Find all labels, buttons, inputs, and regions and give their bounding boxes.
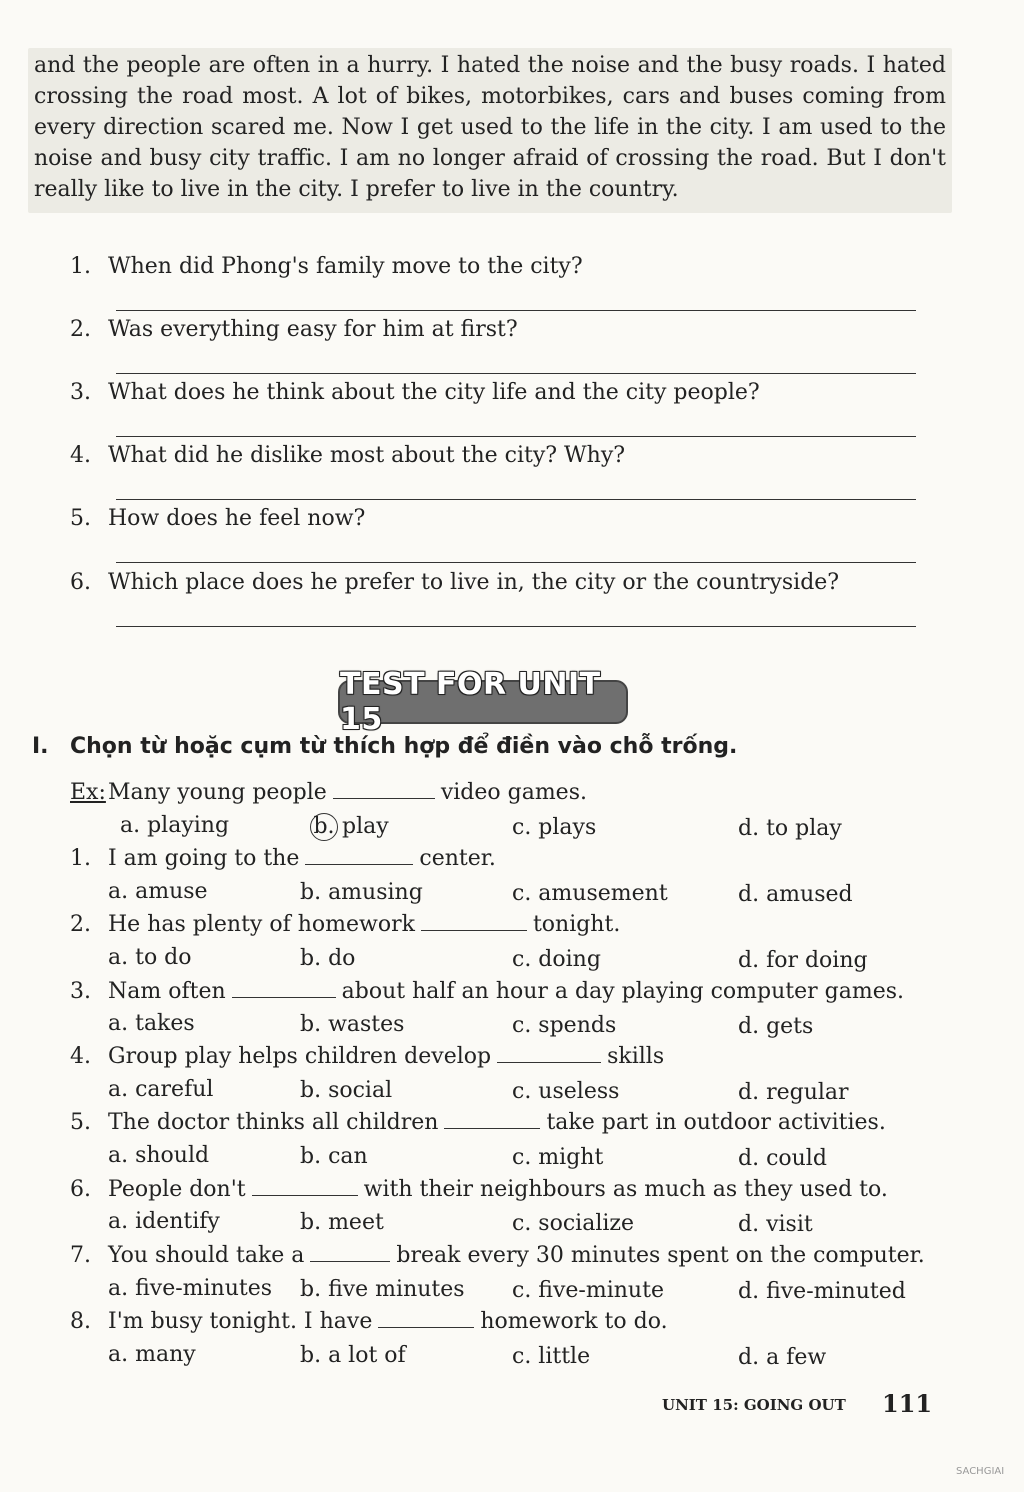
example-stem: [70, 780, 587, 805]
answer-blank[interactable]: [444, 1110, 540, 1129]
stem-before: You should take a: [108, 1243, 305, 1268]
question-text: Was everything easy for him at first?: [108, 317, 518, 342]
passage-text: and the people are often in a hurry. I hated the noise and the busy roads. I hated crossing the road most. A lot of bikes, motorbikes, cars and buses coming from every direction scared me. Now I get used to the life in the city. I am used to the noise and busy city traffic. I am no longer afraid of crossing the road. But I don't really like to live in the city. I prefer to live in the country.: [34, 53, 946, 202]
stem-before: Many young people: [108, 780, 327, 805]
option-d[interactable]: d. five-minuted: [738, 1279, 906, 1304]
answer-line-2[interactable]: [116, 373, 916, 374]
answer-blank[interactable]: [333, 780, 435, 799]
footer-unit-title: UNIT 15: GOING OUT: [662, 1396, 846, 1414]
option-a[interactable]: a. takes: [108, 1011, 195, 1036]
option-d[interactable]: d. to play: [738, 816, 842, 841]
stem-after: break every 30 minutes spent on the computer.: [396, 1243, 925, 1268]
page-number: 111: [882, 1389, 933, 1418]
question-number: 2.: [70, 317, 91, 342]
stem-after: about half an hour a day playing computer games.: [341, 979, 905, 1004]
answer-blank[interactable]: [305, 846, 413, 865]
stem-before: People don't: [108, 1177, 246, 1202]
answer-blank[interactable]: [252, 1177, 358, 1196]
answer-line-3[interactable]: [116, 436, 916, 437]
item-7-stem: [70, 1243, 925, 1268]
item-1-stem: [70, 846, 496, 871]
section-number: I.: [32, 734, 49, 759]
answer-blank[interactable]: [421, 912, 527, 931]
option-b-selected[interactable]: b. play: [310, 813, 389, 841]
question-text: What did he dislike most about the city? Why?: [108, 443, 626, 468]
answer-line-1[interactable]: [116, 310, 916, 311]
option-b[interactable]: b. meet: [300, 1210, 384, 1235]
stem-before: I'm busy tonight. I have: [108, 1309, 373, 1334]
question-number: 6.: [70, 570, 91, 595]
reading-passage: [28, 48, 952, 213]
stem-after: skills: [607, 1044, 665, 1069]
test-banner: [338, 667, 628, 737]
option-b[interactable]: b. wastes: [300, 1012, 405, 1037]
item-5-stem: [70, 1110, 886, 1135]
watermark: SACHGIAI: [956, 1466, 1005, 1477]
item-number: 3.: [70, 979, 91, 1004]
option-c[interactable]: c. socialize: [512, 1211, 634, 1236]
item-number: 4.: [70, 1044, 91, 1069]
question-1: [70, 254, 583, 279]
option-c[interactable]: c. might: [512, 1145, 604, 1170]
answer-line-4[interactable]: [116, 499, 916, 500]
option-b[interactable]: b. five minutes: [300, 1277, 465, 1302]
question-number: 1.: [70, 254, 91, 279]
example-label: Ex:: [70, 780, 106, 805]
option-b[interactable]: b. can: [300, 1144, 368, 1169]
option-d[interactable]: d. a few: [738, 1345, 827, 1370]
option-d[interactable]: d. gets: [738, 1014, 814, 1039]
option-a[interactable]: a. amuse: [108, 879, 208, 904]
item-2-stem: [70, 912, 620, 937]
option-c[interactable]: c. spends: [512, 1013, 617, 1038]
answer-line-6[interactable]: [116, 626, 916, 627]
question-number: 3.: [70, 380, 91, 405]
answer-blank[interactable]: [232, 979, 336, 998]
question-text: What does he think about the city life and the city people?: [108, 380, 760, 405]
item-number: 7.: [70, 1243, 91, 1268]
option-a[interactable]: a. five-minutes: [108, 1276, 273, 1301]
question-number: 5.: [70, 506, 91, 531]
answer-line-5[interactable]: [116, 562, 916, 563]
option-c[interactable]: c. useless: [512, 1079, 620, 1104]
answer-blank[interactable]: [310, 1243, 390, 1262]
stem-after: tonight.: [532, 912, 621, 937]
question-5: [70, 506, 365, 531]
banner-title: TEST FOR UNIT 15: [340, 667, 601, 737]
option-a[interactable]: a. careful: [108, 1077, 214, 1102]
option-c[interactable]: c. plays: [512, 815, 597, 840]
stem-after: video games.: [440, 780, 587, 805]
item-3-stem: [70, 979, 904, 1004]
question-text: When did Phong's family move to the city?: [108, 254, 583, 279]
item-number: 2.: [70, 912, 91, 937]
option-a[interactable]: a. should: [108, 1143, 210, 1168]
section-instruction: Chọn từ hoặc cụm từ thích hợp để điền vào chỗ trống.: [70, 734, 738, 759]
option-a[interactable]: a. to do: [108, 945, 192, 970]
question-6: [70, 570, 839, 595]
option-b[interactable]: b. a lot of: [300, 1343, 406, 1368]
item-6-stem: [70, 1177, 888, 1202]
item-number: 5.: [70, 1110, 91, 1135]
item-number: 1.: [70, 846, 91, 871]
option-c[interactable]: c. little: [512, 1344, 591, 1369]
option-a[interactable]: a. many: [108, 1342, 196, 1367]
option-b[interactable]: b. social: [300, 1078, 393, 1103]
section-heading: [32, 734, 737, 759]
stem-after: with their neighbours as much as they used to.: [363, 1177, 888, 1202]
selected-circle: b.: [310, 813, 338, 841]
option-b[interactable]: b. amusing: [300, 880, 423, 905]
item-8-stem: [70, 1309, 668, 1334]
item-number: 6.: [70, 1177, 91, 1202]
option-c[interactable]: c. five-minute: [512, 1278, 664, 1303]
stem-after: center.: [419, 846, 496, 871]
question-4: [70, 443, 625, 468]
option-c[interactable]: c. amusement: [512, 881, 668, 906]
option-b[interactable]: b. do: [300, 946, 356, 971]
question-text: Which place does he prefer to live in, the city or the countryside?: [108, 570, 840, 595]
question-number: 4.: [70, 443, 91, 468]
answer-blank[interactable]: [497, 1044, 601, 1063]
stem-before: The doctor thinks all children: [108, 1110, 439, 1135]
option-d[interactable]: d. for doing: [738, 948, 868, 973]
option-a[interactable]: a. playing: [120, 813, 230, 838]
question-text: How does he feel now?: [108, 506, 366, 531]
item-number: 8.: [70, 1309, 91, 1334]
option-d[interactable]: d. visit: [738, 1212, 813, 1237]
option-a[interactable]: a. identify: [108, 1209, 220, 1234]
stem-after: homework to do.: [480, 1309, 668, 1334]
option-d[interactable]: d. regular: [738, 1080, 849, 1105]
answer-blank[interactable]: [378, 1309, 474, 1328]
question-3: [70, 380, 760, 405]
stem-before: Group play helps children develop: [108, 1044, 492, 1069]
stem-before: Nam often: [108, 979, 226, 1004]
stem-before: I am going to the: [108, 846, 300, 871]
stem-before: He has plenty of homework: [108, 912, 415, 937]
option-c[interactable]: c. doing: [512, 947, 601, 972]
stem-after: take part in outdoor activities.: [546, 1110, 886, 1135]
option-d[interactable]: d. amused: [738, 882, 853, 907]
option-d[interactable]: d. could: [738, 1146, 827, 1171]
item-4-stem: [70, 1044, 664, 1069]
question-2: [70, 317, 518, 342]
